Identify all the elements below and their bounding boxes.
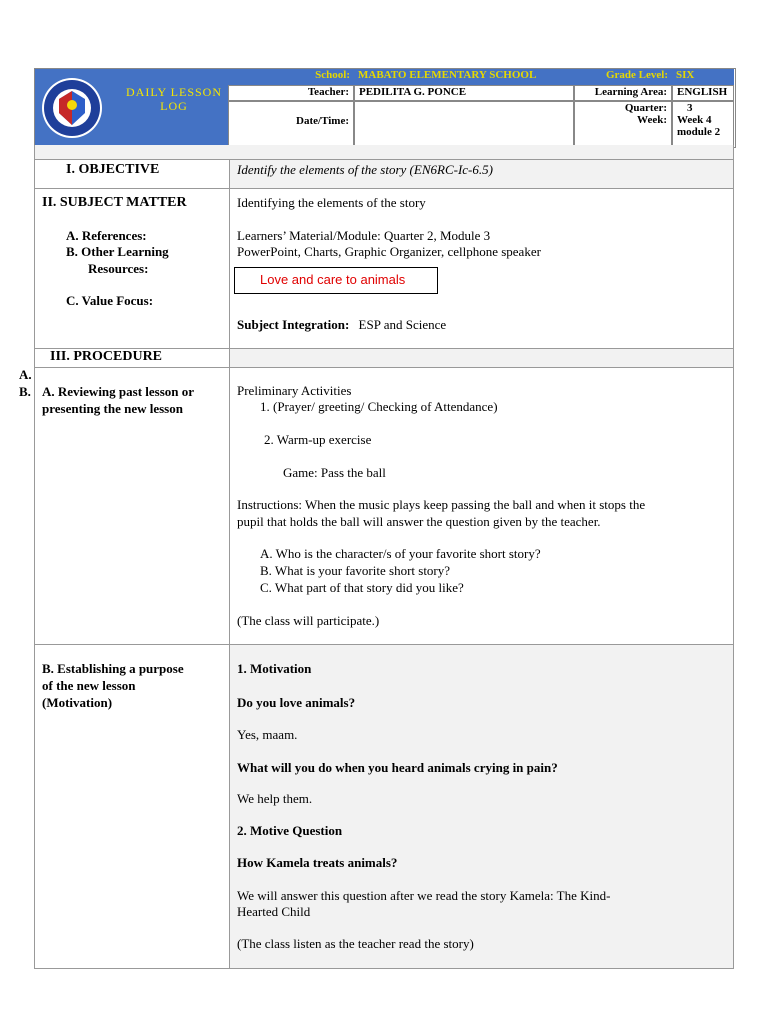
instructions-line-1: Instructions: When the music plays keep passing the ball and when it stops the bbox=[237, 497, 646, 512]
objective-text: Identify the elements of the story (EN6RC-Ic-6.5) bbox=[237, 162, 493, 177]
header-table bbox=[34, 68, 736, 148]
integration-value: ESP and Science bbox=[358, 317, 447, 332]
header-row-school bbox=[228, 69, 734, 85]
resources-text: PowerPoint, Charts, Graphic Organizer, cellphone speaker bbox=[237, 244, 541, 259]
other-resources-label-2: Resources: bbox=[88, 261, 149, 276]
deped-seal-icon bbox=[41, 77, 103, 139]
motive-question-heading: 2. Motive Question bbox=[237, 823, 343, 838]
question-c: C. What part of that story did you like? bbox=[260, 580, 464, 595]
quarter-week-labels bbox=[574, 101, 672, 146]
question-b: B. What is your favorite short story? bbox=[260, 563, 451, 578]
quarter-value: 3 bbox=[687, 102, 693, 114]
module-value: module 2 bbox=[677, 126, 721, 138]
area-label: Learning Area: bbox=[574, 85, 672, 101]
procedure-shade bbox=[230, 349, 733, 367]
margin-letter-a: A. bbox=[19, 367, 32, 382]
objective-label: I. OBJECTIVE bbox=[66, 162, 160, 177]
purpose-label-3: (Motivation) bbox=[42, 695, 113, 710]
subject-integration bbox=[237, 317, 446, 333]
participate-note: (The class will participate.) bbox=[237, 613, 380, 628]
quarter-week-values bbox=[672, 101, 734, 146]
grade-value: SIX bbox=[672, 69, 734, 85]
motivation-heading: 1. Motivation bbox=[237, 661, 312, 676]
references-text: Learners’ Material/Module: Quarter 2, Module 3 bbox=[237, 228, 491, 243]
instructions-line-2: pupil that holds the ball will answer the question given by the teacher. bbox=[237, 514, 601, 529]
prelim-item-1: 1. (Prayer/ greeting/ Checking of Attendance) bbox=[260, 399, 498, 414]
review-label-2: presenting the new lesson bbox=[42, 401, 183, 416]
row-line bbox=[34, 188, 734, 189]
question-kamela: How Kamela treats animals? bbox=[237, 855, 398, 870]
prelim-title: Preliminary Activities bbox=[237, 383, 352, 398]
school-label: School: bbox=[228, 69, 354, 85]
purpose-label-1: B. Establishing a purpose bbox=[42, 661, 184, 676]
topic-text: Identifying the elements of the story bbox=[237, 195, 426, 210]
other-resources-label: B. Other Learning bbox=[66, 244, 169, 259]
subject-matter-label: II. SUBJECT MATTER bbox=[42, 195, 187, 210]
row-line bbox=[34, 968, 734, 969]
quarter-label: Quarter: bbox=[624, 102, 667, 114]
value-focus-box: Love and care to animals bbox=[234, 267, 438, 294]
references-label: A. References: bbox=[66, 228, 147, 243]
answer-animals-pain: We help them. bbox=[237, 791, 313, 806]
school-value: MABATO ELEMENTARY SCHOOL bbox=[354, 69, 574, 85]
answer-love-animals: Yes, maam. bbox=[237, 727, 298, 742]
question-a: A. Who is the character/s of your favorite short story? bbox=[260, 546, 541, 561]
area-value: ENGLISH bbox=[672, 85, 734, 101]
spacer-row bbox=[35, 145, 733, 159]
question-animals-pain: What will you do when you heard animals crying in pain? bbox=[237, 760, 558, 775]
purpose-label-2: of the new lesson bbox=[42, 678, 136, 693]
review-label-1: A. Reviewing past lesson or bbox=[42, 384, 195, 399]
answer-line-1: We will answer this question after we read the story Kamela: The Kind- bbox=[237, 888, 611, 903]
date-label: Date/Time: bbox=[228, 101, 354, 146]
header-row-teacher bbox=[228, 85, 734, 101]
header-logo-cell bbox=[35, 69, 228, 146]
week-label: Week: bbox=[637, 114, 667, 126]
game-text: Game: Pass the ball bbox=[283, 465, 386, 480]
listen-note: (The class listen as the teacher read the story) bbox=[237, 936, 474, 951]
teacher-value: PEDILITA G. PONCE bbox=[354, 85, 574, 101]
week-value: Week 4 bbox=[677, 114, 712, 126]
table-divider bbox=[229, 159, 230, 969]
prelim-item-2: 2. Warm-up exercise bbox=[264, 432, 372, 447]
integration-label: Subject Integration: bbox=[237, 317, 350, 332]
grade-label: Grade Level: bbox=[574, 69, 672, 85]
procedure-label: III. PROCEDURE bbox=[50, 349, 163, 364]
row-line bbox=[34, 644, 734, 645]
teacher-label: Teacher: bbox=[228, 85, 354, 101]
page-title: DAILY LESSON LOG bbox=[125, 85, 223, 113]
date-value bbox=[354, 101, 574, 146]
value-focus-label: C. Value Focus: bbox=[66, 293, 154, 308]
table-border-left bbox=[34, 145, 35, 969]
answer-line-2: Hearted Child bbox=[237, 904, 311, 919]
row-line bbox=[34, 367, 734, 368]
table-border-right bbox=[733, 145, 734, 969]
row-line bbox=[34, 159, 734, 160]
margin-letter-b: B. bbox=[19, 384, 31, 399]
question-love-animals: Do you love animals? bbox=[237, 695, 356, 710]
header-row-date bbox=[228, 101, 734, 146]
